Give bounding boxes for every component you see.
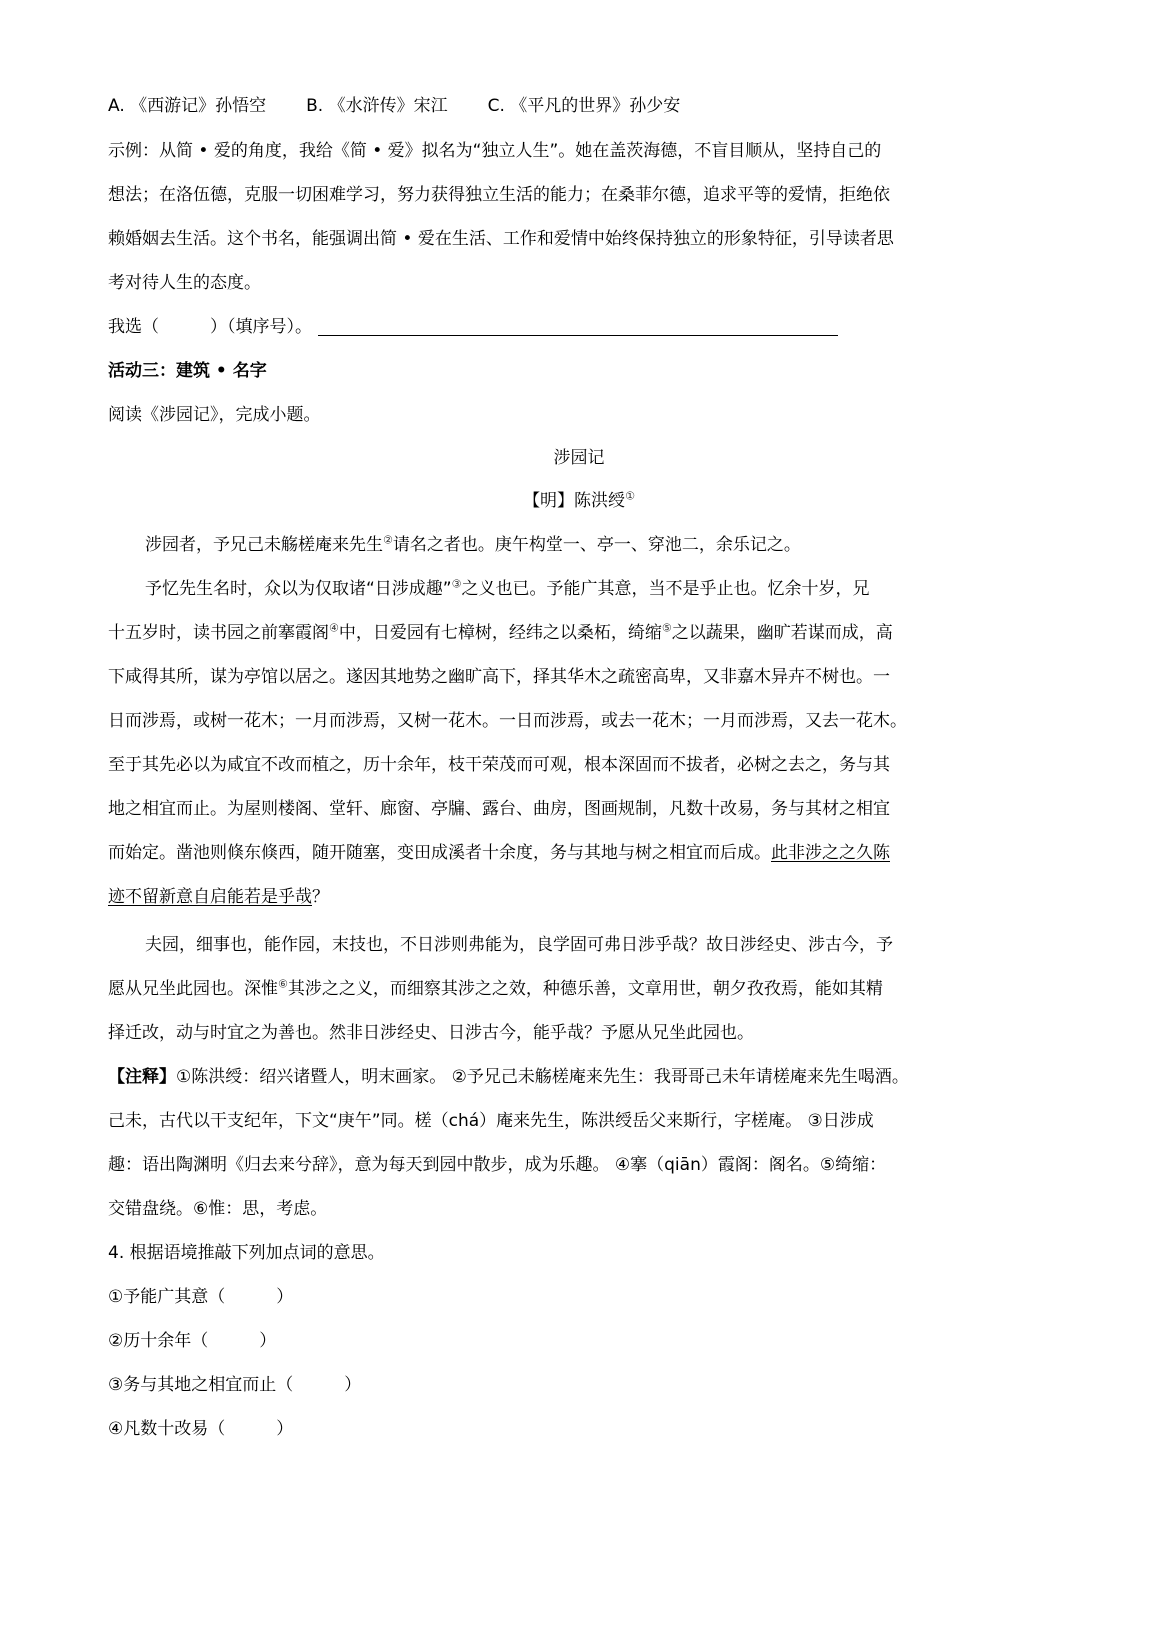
passage-p2-line-4: 日而涉焉，或树一花木；一月而涉焉，又树一花木。一日而涉焉，或去一花木；一月而涉焉，又去一花木。: [108, 711, 907, 731]
note-ref-6: ⑥: [278, 977, 288, 991]
note-ref-1: ①: [625, 489, 635, 503]
options-row: [108, 94, 680, 118]
p3-l2-text-b: 其涉之之义，而细察其涉之之效，种德乐善，文章用世，朝夕孜孜焉，能如其精: [287, 979, 883, 999]
underlined-sentence-part-1: 此非涉之之久陈: [771, 843, 890, 863]
passage-p2-line-7: [108, 841, 890, 865]
answer-blank-line[interactable]: [318, 317, 838, 336]
underlined-sentence-part-2: 迹不留新意自启能若是乎哉: [108, 887, 312, 907]
passage-p3-line-3: 择迁改，动与时宜之为善也。然非日涉经史、日涉古今，能乎哉？予愿从兄坐此园也。: [108, 1023, 754, 1043]
notes-line-2: 己未，古代以干支纪年，下文“庚午”同。槎（chá）庵来先生，陈洪绶岳父来斯行，字槎庵。 ③日涉成: [108, 1111, 874, 1131]
choice-prompt: 我选（ ）（填序号）。: [108, 317, 312, 337]
p2-l2-text-a: 十五岁时，读书园之前搴霞阁: [108, 623, 329, 643]
example-line-1: 示例：从简 • 爱的角度，我给《简 • 爱》拟名为“独立人生”。她在盖茨海德，不盲目顺从，坚持自己的: [108, 141, 882, 161]
example-line-2: 想法；在洛伍德，克服一切困难学习，努力获得独立生活的能力；在桑菲尔德，追求平等的爱情，拒绝依: [108, 185, 890, 205]
passage-p2-line-8: [108, 885, 329, 909]
reading-instruction: 阅读《涉园记》，完成小题。: [108, 405, 321, 425]
passage-p2-line-5: 至于其先必以为咸宜不改而植之，历十余年，枝干荣茂而可观，根本深固而不拔者，必树之去之，务与其: [108, 755, 890, 775]
p2-l2-text-b: 中，日爱园有七樟树，经纬之以桑柘，绮缩: [338, 623, 662, 643]
notes-line-1: [108, 1065, 909, 1089]
p1-text-a: 涉园者，予兄己未觞槎庵来先生: [145, 535, 383, 555]
passage-p1-line-1: [145, 533, 801, 557]
passage-p2-line-1: [145, 577, 870, 601]
example-line-4: 考对待人生的态度。: [108, 273, 261, 293]
passage-p2-line-2: [108, 621, 893, 645]
notes-line-3: 趣：语出陶渊明《归去来兮辞》，意为每天到园中散步，成为乐趣。 ④搴（qiān）霞阁：阁名。⑤绮缩：: [108, 1155, 887, 1175]
note-ref-5: ⑤: [661, 621, 672, 635]
passage-p3-line-1: 夫园，细事也，能作园，末技也，不日涉则弗能为，良学固可弗日涉乎哉？故日涉经史、涉古今，予: [145, 935, 893, 955]
passage-author: [0, 489, 1158, 513]
question-stem: 4. 根据语境推敲下列加点词的意思。: [108, 1243, 385, 1263]
author-text: 【明】陈洪绶: [523, 491, 626, 511]
p2-l7-text: 而始定。凿池则倏东倏西，随开随塞，变田成溪者十余度，务与其地与树之相宜而后成。: [108, 843, 771, 863]
notes-line-4: 交错盘绕。⑥惟：思，考虑。: [108, 1199, 328, 1219]
p3-l2-text-a: 愿从兄坐此园也。深惟: [108, 979, 278, 999]
passage-p2-line-6: 地之相宜而止。为屋则楼阁、堂轩、廊窗、亭牖、露台、曲房，图画规制，凡数十改易，务与其材之相宜: [108, 799, 890, 819]
p2-l1-text-b: 之义也已。予能广其意，当不是乎止也。忆余十岁，兄: [461, 579, 870, 599]
example-line-3: 赖婚姻去生活。这个书名，能强调出简 • 爱在生活、工作和爱情中始终保持独立的形象特征，引导读者思: [108, 229, 894, 249]
passage-p2-line-3: 下咸得其所，谋为亭馆以居之。遂因其地势之幽旷高下，择其华木之疏密高卑，又非嘉木异卉不树也。一: [108, 667, 890, 687]
option-a: A. 《西游记》孙悟空: [108, 96, 267, 116]
p2-l2-text-c: 之以蔬果，幽旷若谋而成，高: [671, 623, 893, 643]
note-ref-4: ④: [329, 621, 339, 635]
notes-label: 【注释】: [108, 1067, 176, 1087]
passage-p3-line-2: [108, 977, 883, 1001]
notes-text-1: ①陈洪绶：绍兴诸暨人，明末画家。 ②予兄己未觞槎庵来先生：我哥哥己未年请槎庵来先生喝酒。: [176, 1067, 909, 1087]
note-ref-2: ②: [383, 533, 393, 547]
passage-title: 涉园记: [553, 448, 605, 468]
p1-text-b: 请名之者也。庚午构堂一、亭一、穿池二，余乐记之。: [392, 535, 801, 555]
activity-title: 活动三：建筑 • 名字: [108, 361, 267, 381]
p2-l1-text-a: 予忆先生名时，众以为仅取诸“日涉成趣”: [145, 579, 452, 599]
option-b: B. 《水浒传》宋江: [306, 96, 448, 116]
question-item-1[interactable]: ①予能广其意（ ）: [108, 1287, 294, 1307]
p2-l8-punct: ？: [312, 887, 329, 907]
question-item-4[interactable]: ④凡数十改易（ ）: [108, 1419, 294, 1439]
option-c: C. 《平凡的世界》孙少安: [487, 96, 681, 116]
question-item-2[interactable]: ②历十余年（ ）: [108, 1331, 277, 1351]
choice-row: [108, 315, 838, 339]
note-ref-3: ③: [451, 577, 462, 591]
question-item-3[interactable]: ③务与其地之相宜而止（ ）: [108, 1375, 362, 1395]
